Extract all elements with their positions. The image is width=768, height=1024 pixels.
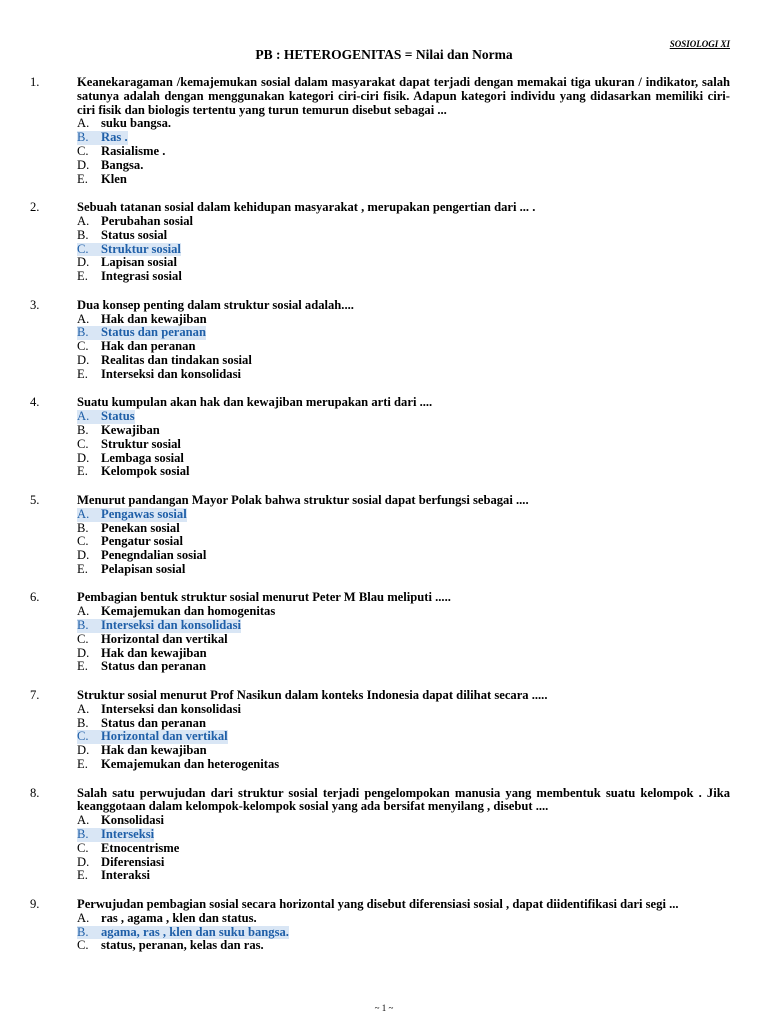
option-c: C. Hak dan peranan <box>77 339 196 354</box>
question-text: Salah satu perwujudan dari struktur sosial terjadi pengelompokan manusia yang membentuk suatu kelompok . Jika keanggotaan dalam kelompok-kelompok sosial yang ada bersifat menyilang , disebut .... <box>77 785 730 814</box>
option-d: D. Lapisan sosial <box>77 255 177 270</box>
option-b-highlighted: B.agama, ras , klen dan suku bangsa. <box>77 924 289 939</box>
option-d: D. Hak dan kewajiban <box>77 743 207 758</box>
option-c: C. Horizontal dan vertikal <box>77 631 228 646</box>
question-number: 3. <box>30 297 40 312</box>
option-b: B. Penekan sosial <box>77 520 180 535</box>
option-b-highlighted: B. Status dan peranan <box>77 325 206 340</box>
option-d: D. Bangsa. <box>77 157 144 172</box>
option-b-highlighted: B. Interseksi <box>77 827 155 842</box>
question-number: 5. <box>30 492 40 507</box>
option-b-highlighted: B. Interseksi dan konsolidasi <box>77 618 241 633</box>
option-e: E. Interaksi <box>77 868 150 883</box>
option-c-highlighted: C. Horizontal dan vertikal <box>77 729 228 744</box>
option-d: D. Hak dan kewajiban <box>77 645 207 660</box>
page-title: PB : HETEROGENITAS = Nilai dan Norma <box>255 47 513 62</box>
question-text: Suatu kumpulan akan hak dan kewajiban merupakan arti dari .... <box>77 395 433 410</box>
option-c: C. Pengatur sosial <box>77 534 183 549</box>
option-d: D. Realitas dan tindakan sosial <box>77 352 252 367</box>
question-number: 6. <box>30 590 40 605</box>
question-3 <box>30 299 730 382</box>
page-number: ~ 1 ~ <box>374 1003 394 1013</box>
option-a: A. suku bangsa. <box>77 116 172 131</box>
question-number: 9. <box>30 897 40 912</box>
question-list <box>30 76 730 968</box>
option-b: B. Kewajiban <box>77 422 160 437</box>
option-e: E. Status dan peranan <box>77 659 206 674</box>
option-b: B. Status dan peranan <box>77 715 206 730</box>
option-b-highlighted: B. Ras . <box>77 130 128 145</box>
option-c: C. status, peranan, kelas dan ras. <box>77 938 264 953</box>
option-d: D. Penegndalian sosial <box>77 548 207 563</box>
question-5 <box>30 494 730 577</box>
option-c: C. Struktur sosial <box>77 436 181 451</box>
option-a: A. Hak dan kewajiban <box>77 311 207 326</box>
option-c-highlighted: C. Struktur sosial <box>77 241 181 256</box>
option-b: B. Status sosial <box>77 227 168 242</box>
option-a: A. Perubahan sosial <box>77 213 194 228</box>
question-text: Struktur sosial menurut Prof Nasikun dalam konteks Indonesia dapat dilihat secara ..... <box>77 688 548 703</box>
question-number: 2. <box>30 200 40 215</box>
question-number: 8. <box>30 785 40 800</box>
question-4 <box>30 396 730 479</box>
option-a-highlighted: A. Status <box>77 409 135 424</box>
question-6 <box>30 591 730 674</box>
option-e: E. Kelompok sosial <box>77 464 190 479</box>
option-c: C. Etnocentrisme <box>77 840 180 855</box>
question-8 <box>30 787 730 884</box>
question-text: Pembagian bentuk struktur sosial menurut Peter M Blau meliputi ..... <box>77 590 451 605</box>
option-e: E. Interseksi dan konsolidasi <box>77 366 241 381</box>
option-e: E. Klen <box>77 171 127 186</box>
course-header: SOSIOLOGI XI <box>669 39 730 49</box>
option-c: C. Rasialisme . <box>77 143 166 158</box>
question-text: Dua konsep penting dalam struktur sosial adalah.... <box>77 297 354 312</box>
option-a: A. ras , agama , klen dan status. <box>77 910 257 925</box>
option-a-highlighted: A. Pengawas sosial <box>77 506 187 521</box>
question-text: Keanekaragaman /kemajemukan sosial dalam masyarakat dapat terjadi dengan memakai tiga ukuran / indikator, salah satunya adalah dengan menggunakan kategori ciri-ciri fisik. Adapun kategori individu yang didasarkan memiliki ciri-ciri fisik dan biologis tertentu yang turun temurun disebut sebagai ... <box>77 75 730 117</box>
option-e: E. Pelapisan sosial <box>77 561 186 576</box>
option-e: E. Integrasi sosial <box>77 269 182 284</box>
question-2 <box>30 201 730 284</box>
question-text: Sebuah tatanan sosial dalam kehidupan masyarakat , merupakan pengertian dari ... . <box>77 200 536 215</box>
question-7 <box>30 689 730 772</box>
option-a: A. Konsolidasi <box>77 813 164 828</box>
question-number: 7. <box>30 688 40 703</box>
question-text: Perwujudan pembagian sosial secara horizontal yang disebut diferensiasi sosial , dapat diidentifikasi dari segi ... <box>77 897 679 912</box>
option-d: D. Lembaga sosial <box>77 450 184 465</box>
question-1 <box>30 76 730 186</box>
question-9 <box>30 898 730 953</box>
question-text: Menurut pandangan Mayor Polak bahwa struktur sosial dapat berfungsi sebagai .... <box>77 492 529 507</box>
question-number: 1. <box>30 75 40 89</box>
option-d: D. Diferensiasi <box>77 854 165 869</box>
option-a: A. Kemajemukan dan homogenitas <box>77 604 276 619</box>
option-a: A. Interseksi dan konsolidasi <box>77 701 241 716</box>
question-number: 4. <box>30 395 40 410</box>
option-e: E. Kemajemukan dan heterogenitas <box>77 757 280 772</box>
